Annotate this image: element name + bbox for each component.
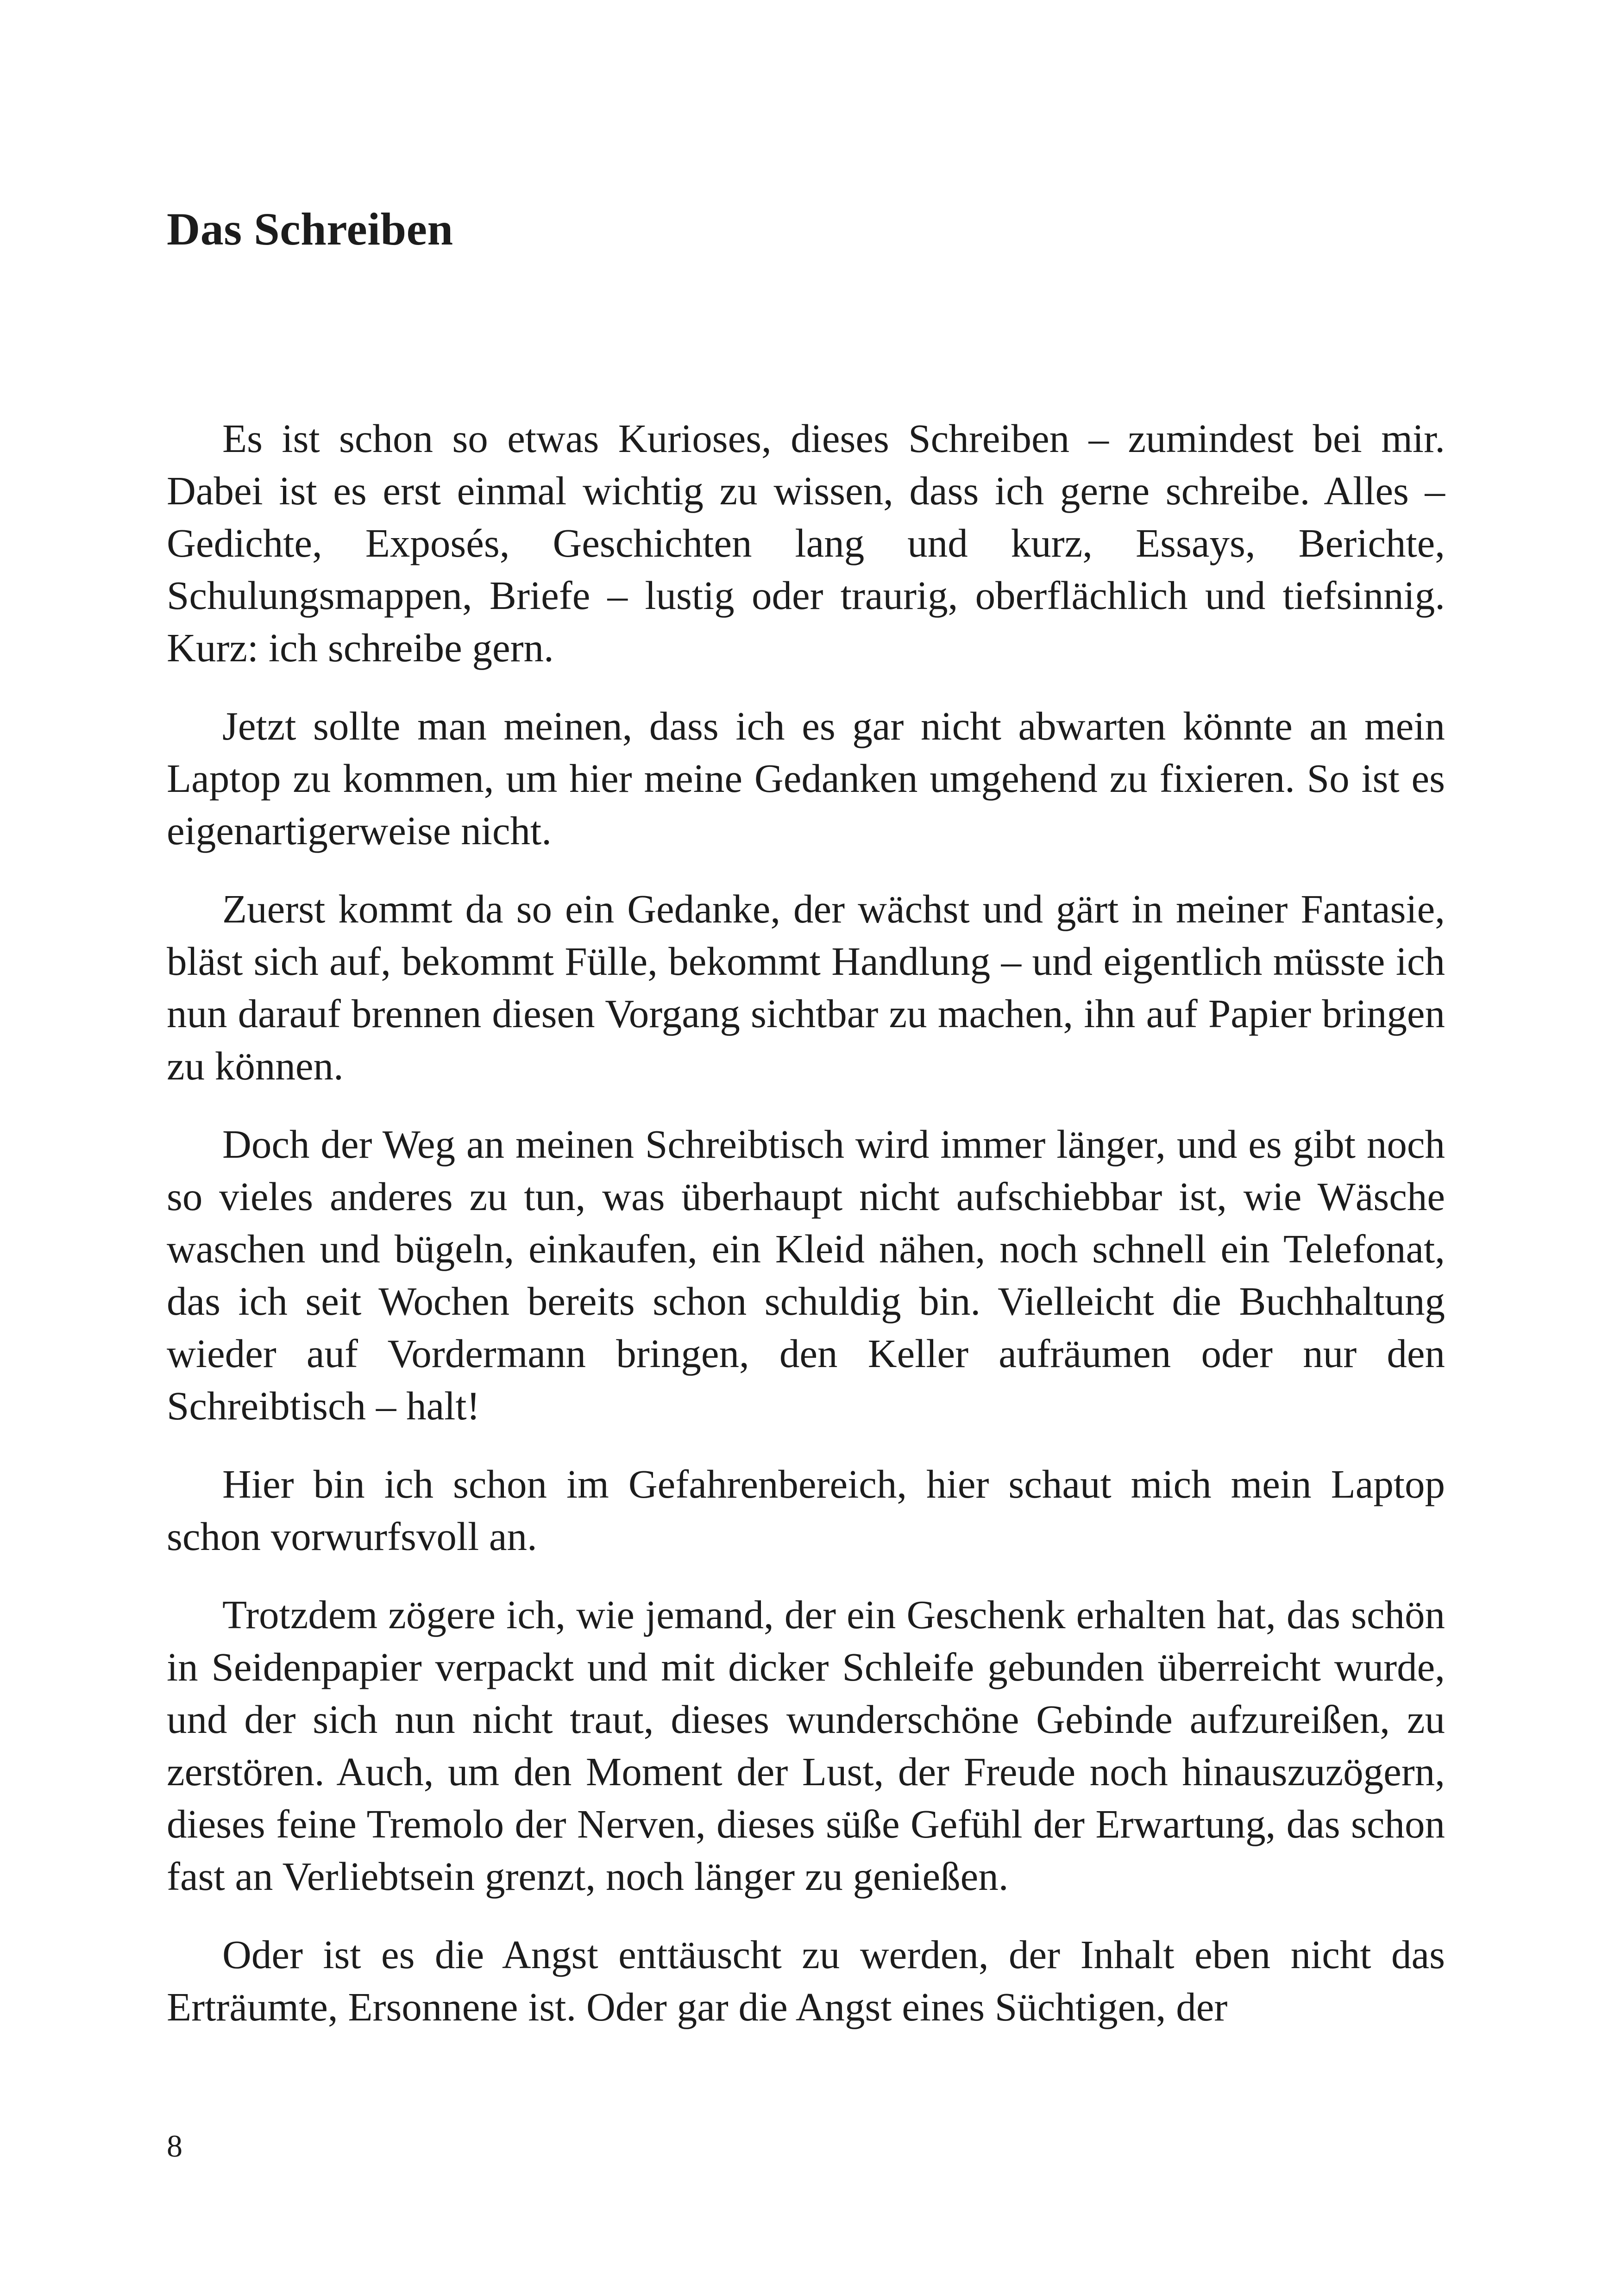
page-number: 8 xyxy=(167,2128,182,2164)
body-text xyxy=(167,412,1445,2033)
paragraph: Doch der Weg an meinen Schreibtisch wird immer länger, und es gibt noch so vieles anderes zu tun, was überhaupt nicht aufschiebbar ist, wie Wäsche waschen und bügeln, einkaufen, ein Kleid nähen, noch schnell ein Telefonat, das ich seit Wochen bereits schon schuldig bin. Vielleicht die Buchhaltung wieder auf Vordermann bringen, den Keller aufräumen oder nur den Schreibtisch – halt! xyxy=(167,1122,1445,1428)
chapter-title: Das Schreiben xyxy=(167,203,453,255)
paragraph: Trotzdem zögere ich, wie jemand, der ein Geschenk erhalten hat, das schön in Seidenpapier verpackt und mit dicker Schleife gebunden überreicht wurde, und der sich nun nicht traut, dieses wunderschöne Gebinde aufzureißen, zu zerstören. Auch, um den Moment der Lust, der Freude noch hinauszuzögern, dieses feine Tremolo der Nerven, dieses süße Gefühl der Erwartung, das schon fast an Verliebtsein grenzt, noch länger zu genießen. xyxy=(167,1592,1445,1899)
paragraph: Es ist schon so etwas Kurioses, dieses Schreiben – zumindest bei mir. Dabei ist es erst einmal wichtig zu wissen, dass ich gerne schreibe. Alles – Gedichte, Exposés, Geschichten lang und kurz, Essays, Berichte, Schulungsmappen, Briefe – lustig oder traurig, oberflächlich und tiefsinnig. Kurz: ich schreibe gern. xyxy=(167,416,1445,670)
paragraph: Oder ist es die Angst enttäuscht zu werden, der Inhalt eben nicht das Erträumte, Ersonnene ist. Oder gar die Angst eines Süchtigen, der xyxy=(167,1932,1445,2029)
paragraph: Jetzt sollte man meinen, dass ich es gar nicht abwarten könnte an mein Laptop zu kommen, um hier meine Gedanken umgehend zu fixieren. So ist es eigenartigerweise nicht. xyxy=(167,703,1445,853)
paragraph: Hier bin ich schon im Gefahrenbereich, hier schaut mich mein Laptop schon vorwurfsvoll an. xyxy=(167,1462,1445,1559)
paragraph: Zuerst kommt da so ein Gedanke, der wächst und gärt in meiner Fantasie, bläst sich auf, bekommt Fülle, bekommt Handlung – und eigentlich müsste ich nun darauf brennen diesen Vorgang sichtbar zu machen, ihn auf Papier bringen zu können. xyxy=(167,886,1445,1088)
